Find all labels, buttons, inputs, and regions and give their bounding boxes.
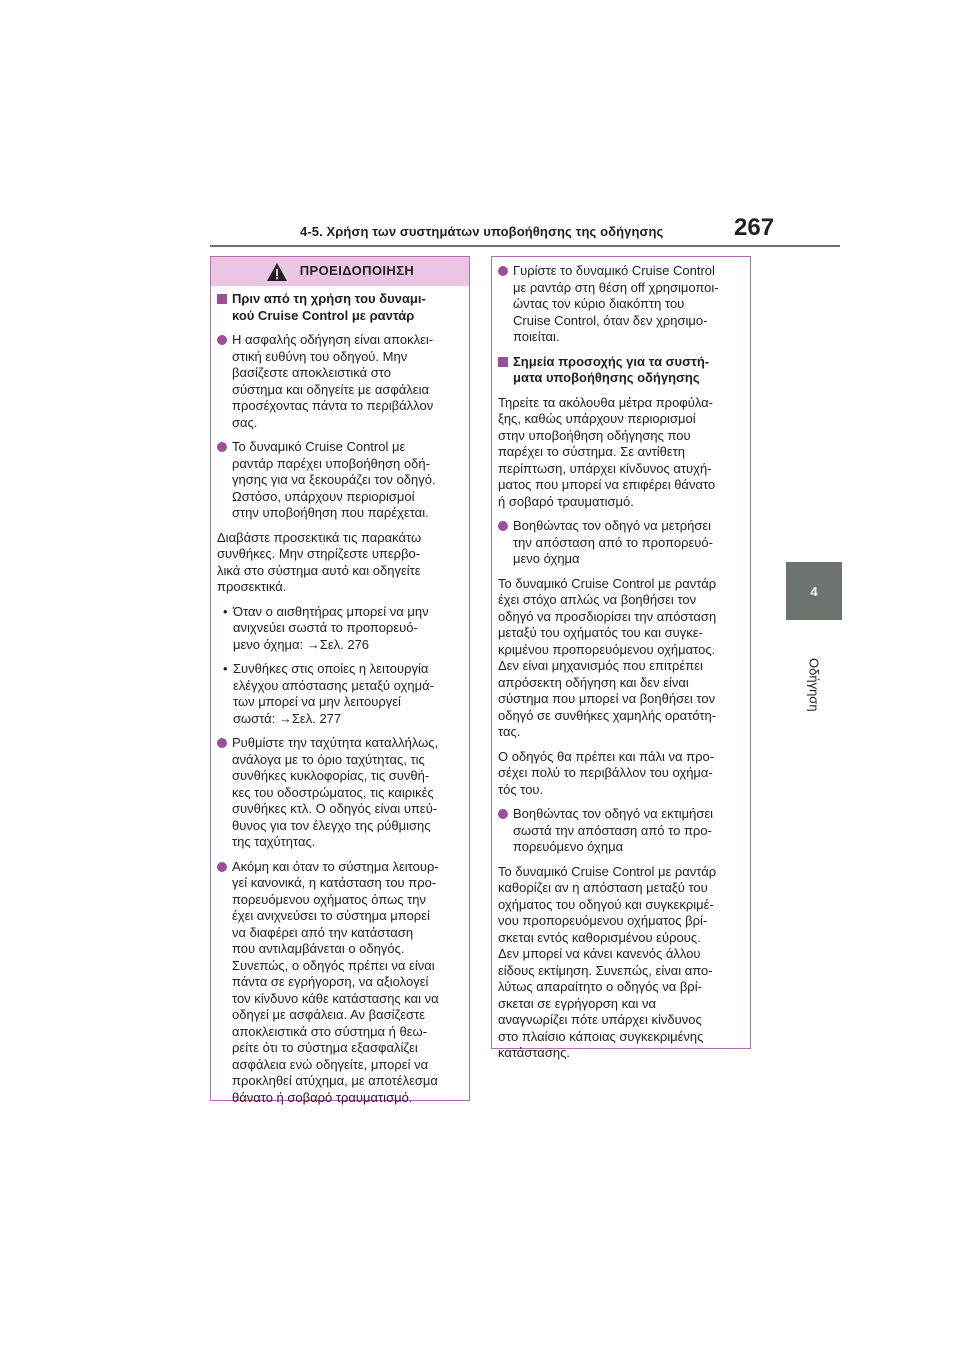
list-item: Γυρίστε το δυναμικό Cruise Control με ραντάρ στη θέση off χρησιμοποι- ώντας τον κύριο διακόπτη του Cruise Control, όταν δεν χρησιμο- ποιείται.: [498, 263, 742, 346]
chapter-tab[interactable]: [786, 562, 842, 620]
circle-bullet-icon: [217, 335, 227, 345]
dot-bullet-icon: •: [223, 603, 228, 619]
circle-bullet-icon: [217, 738, 227, 748]
warning-subheading: [217, 291, 461, 324]
section-subheading: Σημεία προσοχής για τα συστή- ματα υποβοήθησης οδήγησης: [498, 354, 742, 387]
paragraph: Το δυναμικό Cruise Control με ραντάρ έχει στόχο απλώς να βοηθήσει τον οδηγό να προσδιορίσει την απόσταση μεταξύ του οχήματός του και συγκε- κριμένου προπορευόμενου οχήματος. Δεν είναι μηχανισμός που επιτρέπει απρόσεκτη οδήγηση και δεν είναι σύστημα που μπορεί να βοηθήσει τον οδηγό σε συνθήκες χαμηλής ορατότη- τας.: [498, 575, 717, 739]
square-bullet-icon: [217, 294, 227, 304]
chapter-label: Οδήγηση: [806, 658, 822, 712]
warning-triangle-icon: [266, 262, 288, 282]
circle-bullet-icon: [217, 862, 227, 872]
list-item: Βοηθώντας τον οδηγό να μετρήσει την απόσταση από το προπορευό- μενο όχημα: [498, 518, 742, 568]
warning-box: [210, 256, 470, 1105]
subheading-text: Πριν από τη χρήση του δυναμι- κού Cruise Control με ραντάρ: [232, 291, 426, 323]
warning-header: [211, 257, 469, 286]
circle-bullet-icon: [217, 442, 227, 452]
sub-list-item[interactable]: • Συνθήκες στις οποίες η λειτουργία ελέγχου απόστασης μεταξύ οχημά- των μπορεί να μην λειτουργεί σωστά: →Σελ. 277: [223, 661, 434, 726]
circle-bullet-icon: [498, 266, 508, 276]
header-rule: [210, 245, 840, 247]
continued-box: [491, 256, 751, 1060]
paragraph: Διαβάστε προσεκτικά τις παρακάτω συνθήκες. Μην στηρίζεστε υπερβο- λικά στο σύστημα αυτό και οδηγείτε προσεκτικά.: [217, 529, 422, 594]
list-item: Ρυθμίστε την ταχύτητα καταλλήλως, ανάλογα με το όριο ταχύτητας, τις συνθήκες κυκλοφορίας, τις συνθή- κες του οδοστρώματος, τις καιρικές συνθήκες κτλ. Ο οδηγός είναι υπεύ- θυνος για τον έλεγχο της ρύθμισης της ταχύτητας.: [217, 735, 461, 851]
list-item: Η ασφαλής οδήγηση είναι αποκλει- στική ευθύνη του οδηγού. Μην βασίζεστε αποκλειστικά στο σύστημα και οδηγείτε με ασφάλεια προσέχοντας πάντα το περιβάλλον σας.: [217, 332, 461, 431]
paragraph: Ο οδηγός θα πρέπει και πάλι να προ- σέχει πολύ το περιβάλλον του οχήμα- τός του.: [498, 748, 715, 797]
section-title: 4-5. Χρήση των συστημάτων υποβοήθησης της οδήγησης: [300, 224, 664, 239]
chapter-number: 4: [810, 583, 818, 599]
circle-bullet-icon: [498, 809, 508, 819]
list-item: Βοηθώντας τον οδηγό να εκτιμήσει σωστά την απόσταση από το προ- πορευόμενο όχημα: [498, 806, 742, 856]
dot-bullet-icon: •: [223, 661, 228, 676]
list-item: Το δυναμικό Cruise Control με ραντάρ παρέχει υποβοήθηση οδή- γησης για να ξεκουράζει τον οδηγό. Ωστόσο, υπάρχουν περιορισμοί στην υποβοήθηση που παρέχεται.: [217, 439, 461, 522]
square-bullet-icon: [498, 357, 508, 367]
circle-bullet-icon: [498, 521, 508, 531]
warning-title: ΠΡΟΕΙΔΟΠΟΙΗΣΗ: [299, 263, 415, 279]
list-item: Ακόμη και όταν το σύστημα λειτουρ- γεί κανονικά, η κατάσταση του προ- πορευόμενου οχήματος όπως την έχει ανιχνεύσει το σύστημα μπορεί να διαφέρει από την κατάσταση που αντιλαμβάνεται ο οδηγός. Συνεπώς, ο οδηγός πρέπει να είναι πάντα σε εγρήγορση, να αξιολογεί τον κίνδυνο κάθε κατάστασης και να οδηγεί με ασφάλεια. Αν βασίζεστε αποκλειστικά στο σύστημα ή θεω- ρείτε ότι το σύστημα εξασφαλίζει ασφάλεια ενώ οδηγείτε, μπορεί να προκληθεί ατύχημα, με αποτέλεσμα θάνατο ή σοβαρό τραυματισμό.: [217, 859, 461, 1107]
paragraph: Τηρείτε τα ακόλουθα μέτρα προφύλα- ξης, καθώς υπάρχουν περιορισμοί στην υποβοήθηση οδήγησης που παρέχει το σύστημα. Σε αντίθετη περίπτωση, υπάρχει κίνδυνος ατυχή- ματος που μπορεί να επιφέρει θάνατο ή σοβαρό τραυματισμό.: [498, 394, 716, 509]
sub-list-item[interactable]: • Όταν ο αισθητήρας μπορεί να μην ανιχνεύει σωστά το προπορευό- μενο όχημα: →Σελ. 276: [223, 603, 429, 652]
page-number: 267: [734, 214, 775, 241]
paragraph: Το δυναμικό Cruise Control με ραντάρ καθορίζει αν η απόσταση μεταξύ του οχήματος του οδηγού και συγκεκριμέ- νου προπορευόμενου οχήματος βρί- σκεται εντός καθορισμένου εύρους. Δεν μπορεί να κάνει κανενός άλλου είδους εκτίμηση. Συνεπώς, είναι απο- λύτως απαραίτητο ο οδηγός να βρί- σκεται σε εγρήγορση και να αναγνωρίζει πότε υπάρχει κίνδυνος στο πλαίσιο κάποιας συγκεκριμένης κατάστασης.: [498, 863, 717, 1060]
